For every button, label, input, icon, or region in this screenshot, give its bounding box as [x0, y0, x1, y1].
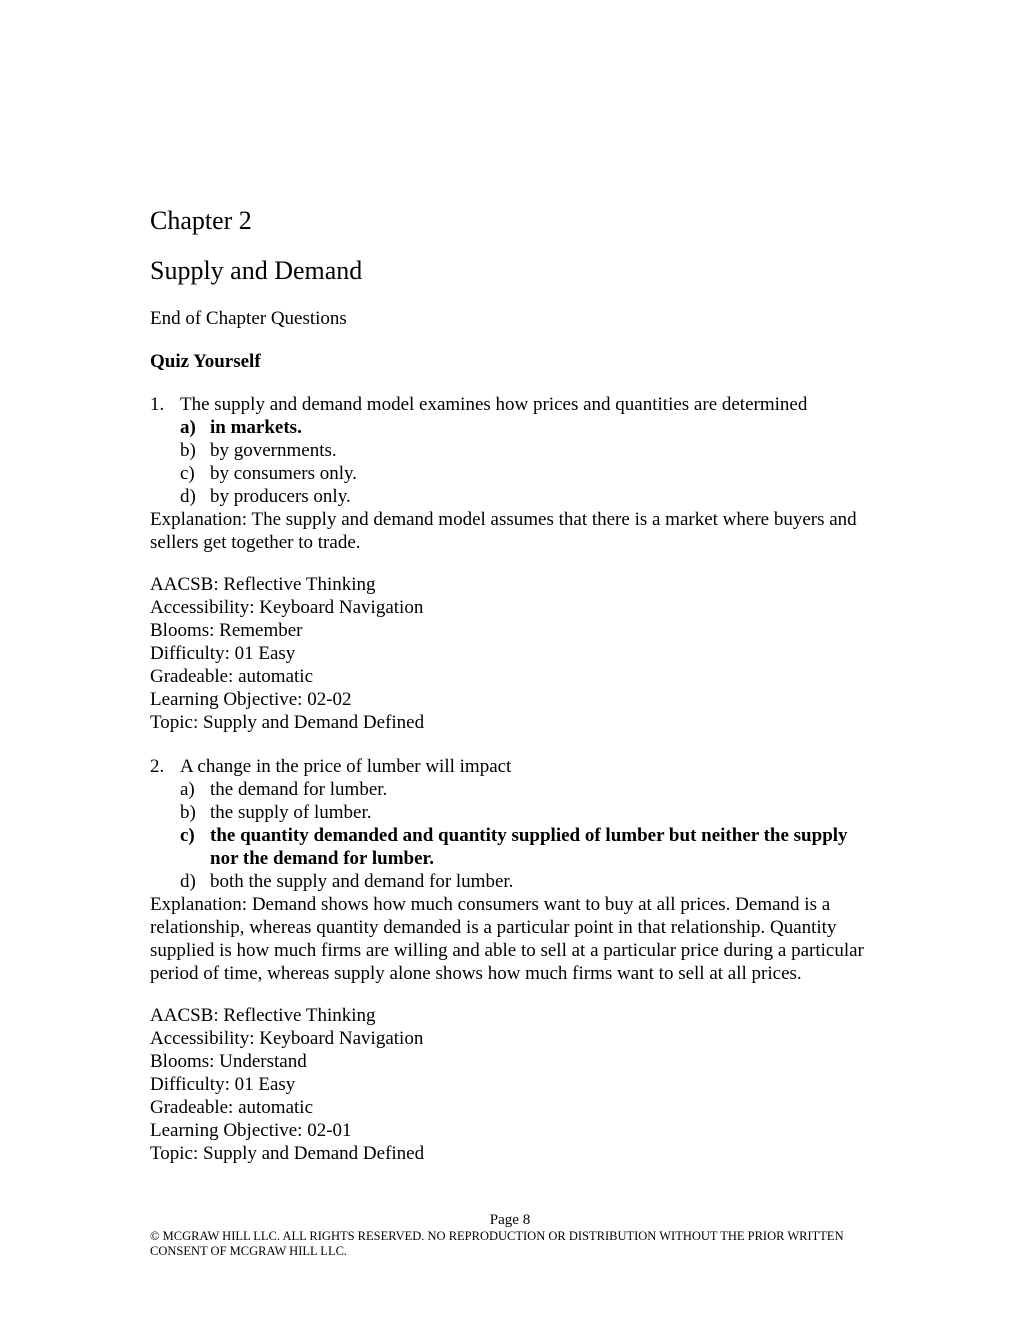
option-letter: a) — [180, 779, 195, 800]
option-letter: d) — [180, 486, 196, 507]
option-text: by consumers only. — [210, 463, 358, 484]
option-text: by producers only. — [210, 486, 351, 507]
section-label: End of Chapter Questions — [150, 308, 347, 329]
option-letter: c) — [180, 463, 195, 484]
meta-blooms: Blooms: Remember — [150, 620, 303, 641]
meta-accessibility: Accessibility: Keyboard Navigation — [150, 1028, 424, 1049]
question-metadata — [150, 573, 880, 734]
question-number: 2. — [150, 756, 165, 777]
option-letter: a) — [180, 417, 196, 438]
option-text: both the supply and demand for lumber. — [210, 871, 514, 892]
meta-gradeable: Gradeable: automatic — [150, 1097, 314, 1118]
answer-options — [150, 778, 880, 893]
option-text: the demand for lumber. — [210, 779, 388, 800]
answer-option-a — [150, 416, 880, 439]
option-text: the supply of lumber. — [210, 802, 372, 823]
meta-aacsb: AACSB: Reflective Thinking — [150, 574, 376, 595]
question-stem — [150, 755, 880, 778]
question-1 — [150, 393, 880, 734]
answer-option-b — [150, 801, 880, 824]
meta-topic: Topic: Supply and Demand Defined — [150, 1143, 425, 1164]
explanation: Explanation: Demand shows how much consumers want to buy at all prices. Demand is a relationship, whereas quantity demanded is a particular point in that relationship. Quantity supplied is how much firms are willing and able to sell at a particular price during a particular period of time, whereas supply alone shows how much firms want to sell at all prices. — [150, 894, 864, 984]
option-text: in markets. — [210, 417, 302, 438]
chapter-title: Chapter 2 — [150, 206, 252, 235]
meta-learning-objective: Learning Objective: 02-02 — [150, 689, 352, 710]
quiz-heading: Quiz Yourself — [150, 351, 261, 372]
option-text: the quantity demanded and quantity supplied of lumber but neither the supply nor the demand for lumber. — [210, 825, 848, 869]
question-text: The supply and demand model examines how prices and quantities are determined — [180, 394, 808, 415]
answer-options — [150, 416, 880, 508]
meta-accessibility: Accessibility: Keyboard Navigation — [150, 597, 424, 618]
question-stem — [150, 393, 880, 416]
answer-option-d — [150, 485, 880, 508]
question-number: 1. — [150, 394, 165, 415]
option-letter: d) — [180, 871, 196, 892]
answer-option-d — [150, 870, 880, 893]
meta-learning-objective: Learning Objective: 02-01 — [150, 1120, 352, 1141]
question-text: A change in the price of lumber will impact — [180, 756, 512, 777]
question-2 — [150, 755, 880, 1165]
option-text: by governments. — [210, 440, 337, 461]
answer-option-a — [150, 778, 880, 801]
chapter-subtitle: Supply and Demand — [150, 256, 363, 285]
document-page — [150, 0, 890, 1320]
option-letter: b) — [180, 440, 196, 461]
meta-difficulty: Difficulty: 01 Easy — [150, 1074, 296, 1095]
answer-option-c — [150, 462, 880, 485]
answer-option-b — [150, 439, 880, 462]
meta-topic: Topic: Supply and Demand Defined — [150, 712, 425, 733]
answer-option-c — [150, 824, 880, 870]
explanation: Explanation: The supply and demand model assumes that there is a market where buyers and sellers get together to trade. — [150, 509, 857, 553]
page-number: Page 8 — [489, 1212, 531, 1228]
copyright-notice: © MCGRAW HILL LLC. ALL RIGHTS RESERVED. NO REPRODUCTION OR DISTRIBUTION WITHOUT THE PRIOR WRITTEN CONSENT OF MCGRAW HILL LLC. — [150, 1229, 844, 1258]
option-letter: c) — [180, 825, 195, 846]
meta-blooms: Blooms: Understand — [150, 1051, 307, 1072]
meta-gradeable: Gradeable: automatic — [150, 666, 314, 687]
option-letter: b) — [180, 802, 196, 823]
meta-difficulty: Difficulty: 01 Easy — [150, 643, 296, 664]
question-metadata — [150, 1004, 880, 1165]
meta-aacsb: AACSB: Reflective Thinking — [150, 1005, 376, 1026]
